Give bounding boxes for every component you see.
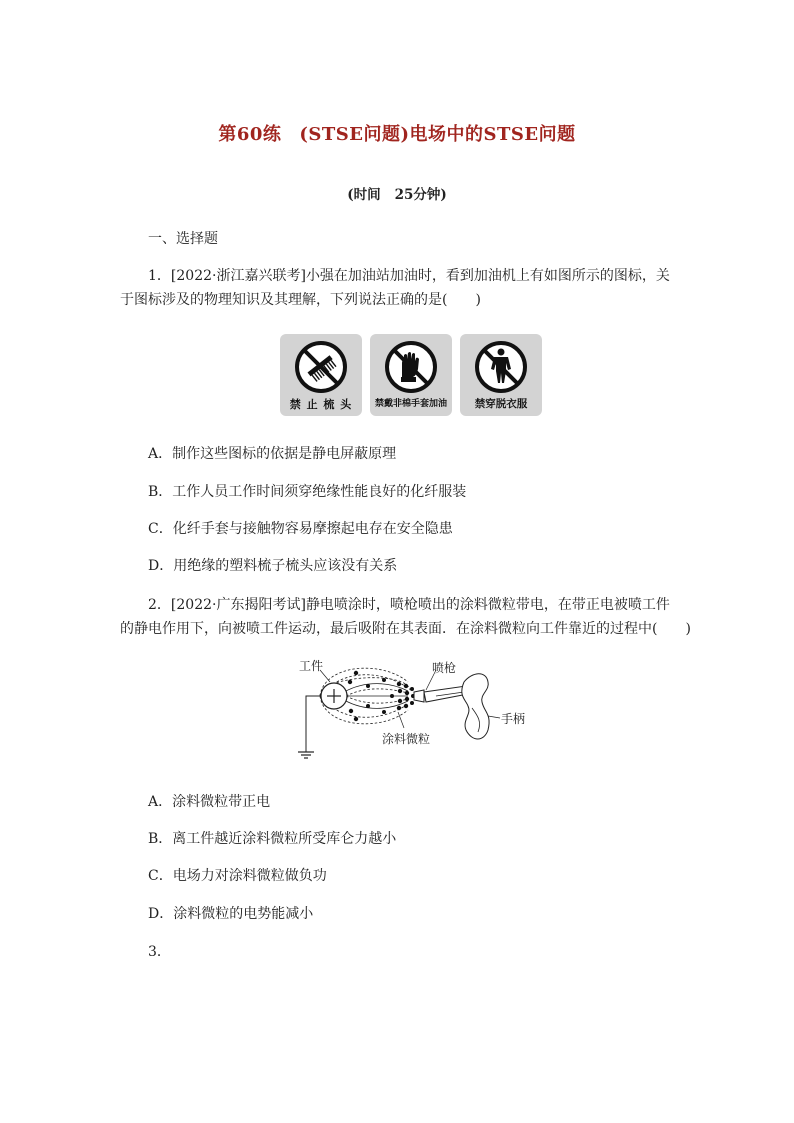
sign-label-no-comb: 禁 止 梳 头 (289, 398, 353, 411)
q1-number: 1． (148, 268, 171, 284)
section-heading: 一、选择题 (148, 231, 218, 247)
page-title (0, 120, 794, 146)
spray-diagram (296, 656, 526, 770)
q2-option-d[interactable]: D．涂料微粒的电势能减小 (148, 906, 314, 922)
q2-option-b[interactable]: B．离工件越近涂料微粒所受库仑力越小 (148, 831, 397, 847)
q1-line1: 小强在加油站加油时，看到加油机上有如图所示的图标，关 (305, 268, 670, 284)
q2-number: 2． (148, 597, 171, 613)
no-gloves-icon (383, 339, 439, 395)
title-part1: 第60练 (218, 124, 282, 145)
q2-option-c[interactable]: C．电场力对涂料微粒做负功 (148, 868, 327, 884)
q1-line2: 于图标涉及的物理知识及其理解，下列说法正确的是( ) (120, 292, 481, 308)
time-value: 25分钟) (394, 187, 447, 203)
label-paint-particles: 涂料微粒 (382, 732, 431, 746)
q1-option-a[interactable]: A．制作这些图标的依据是静电屏蔽原理 (148, 446, 397, 462)
q1-option-c[interactable]: C．化纤手套与接触物容易摩擦起电存在安全隐患 (148, 521, 453, 537)
q1-source: [2022·浙江嘉兴联考] (170, 268, 306, 284)
sign-no-undress (460, 334, 542, 416)
label-workpiece: 工件 (299, 659, 324, 673)
sign-no-gloves (370, 334, 452, 416)
question-1-stem (148, 264, 678, 288)
sign-label-no-gloves: 禁戴非棉手套加油 (374, 399, 447, 409)
q1-option-b[interactable]: B．工作人员工作时间须穿绝缘性能良好的化纤服装 (148, 484, 467, 500)
question-2-stem (148, 593, 670, 617)
q1-option-d[interactable]: D．用绝缘的塑料梳子梳头应该没有关系 (148, 558, 398, 574)
question-3-number: 3． (148, 944, 171, 960)
warning-signs-figure (280, 334, 542, 416)
label-spray-gun: 喷枪 (432, 661, 457, 675)
sign-no-comb (280, 334, 362, 416)
time-label: (时间 (347, 187, 381, 203)
time-limit (0, 183, 794, 203)
q2-line1: 静电喷涂时，喷枪喷出的涂料微粒带电，在带正电被喷工件 (305, 597, 670, 613)
no-comb-icon (293, 339, 349, 395)
q2-source: [2022·广东揭阳考试] (170, 597, 306, 613)
q2-line2: 的静电作用下，向被喷工件运动，最后吸附在其表面．在涂料微粒向工件靠近的过程中( ) (120, 621, 691, 637)
spray-painting-figure (296, 656, 526, 770)
sign-label-no-undress: 禁穿脱衣服 (474, 398, 528, 410)
no-undress-icon (473, 339, 529, 395)
label-handle: 手柄 (501, 712, 526, 726)
q2-option-a[interactable]: A．涂料微粒带正电 (148, 794, 271, 810)
title-part2: (STSE问题)电场中的STSE问题 (299, 124, 576, 145)
